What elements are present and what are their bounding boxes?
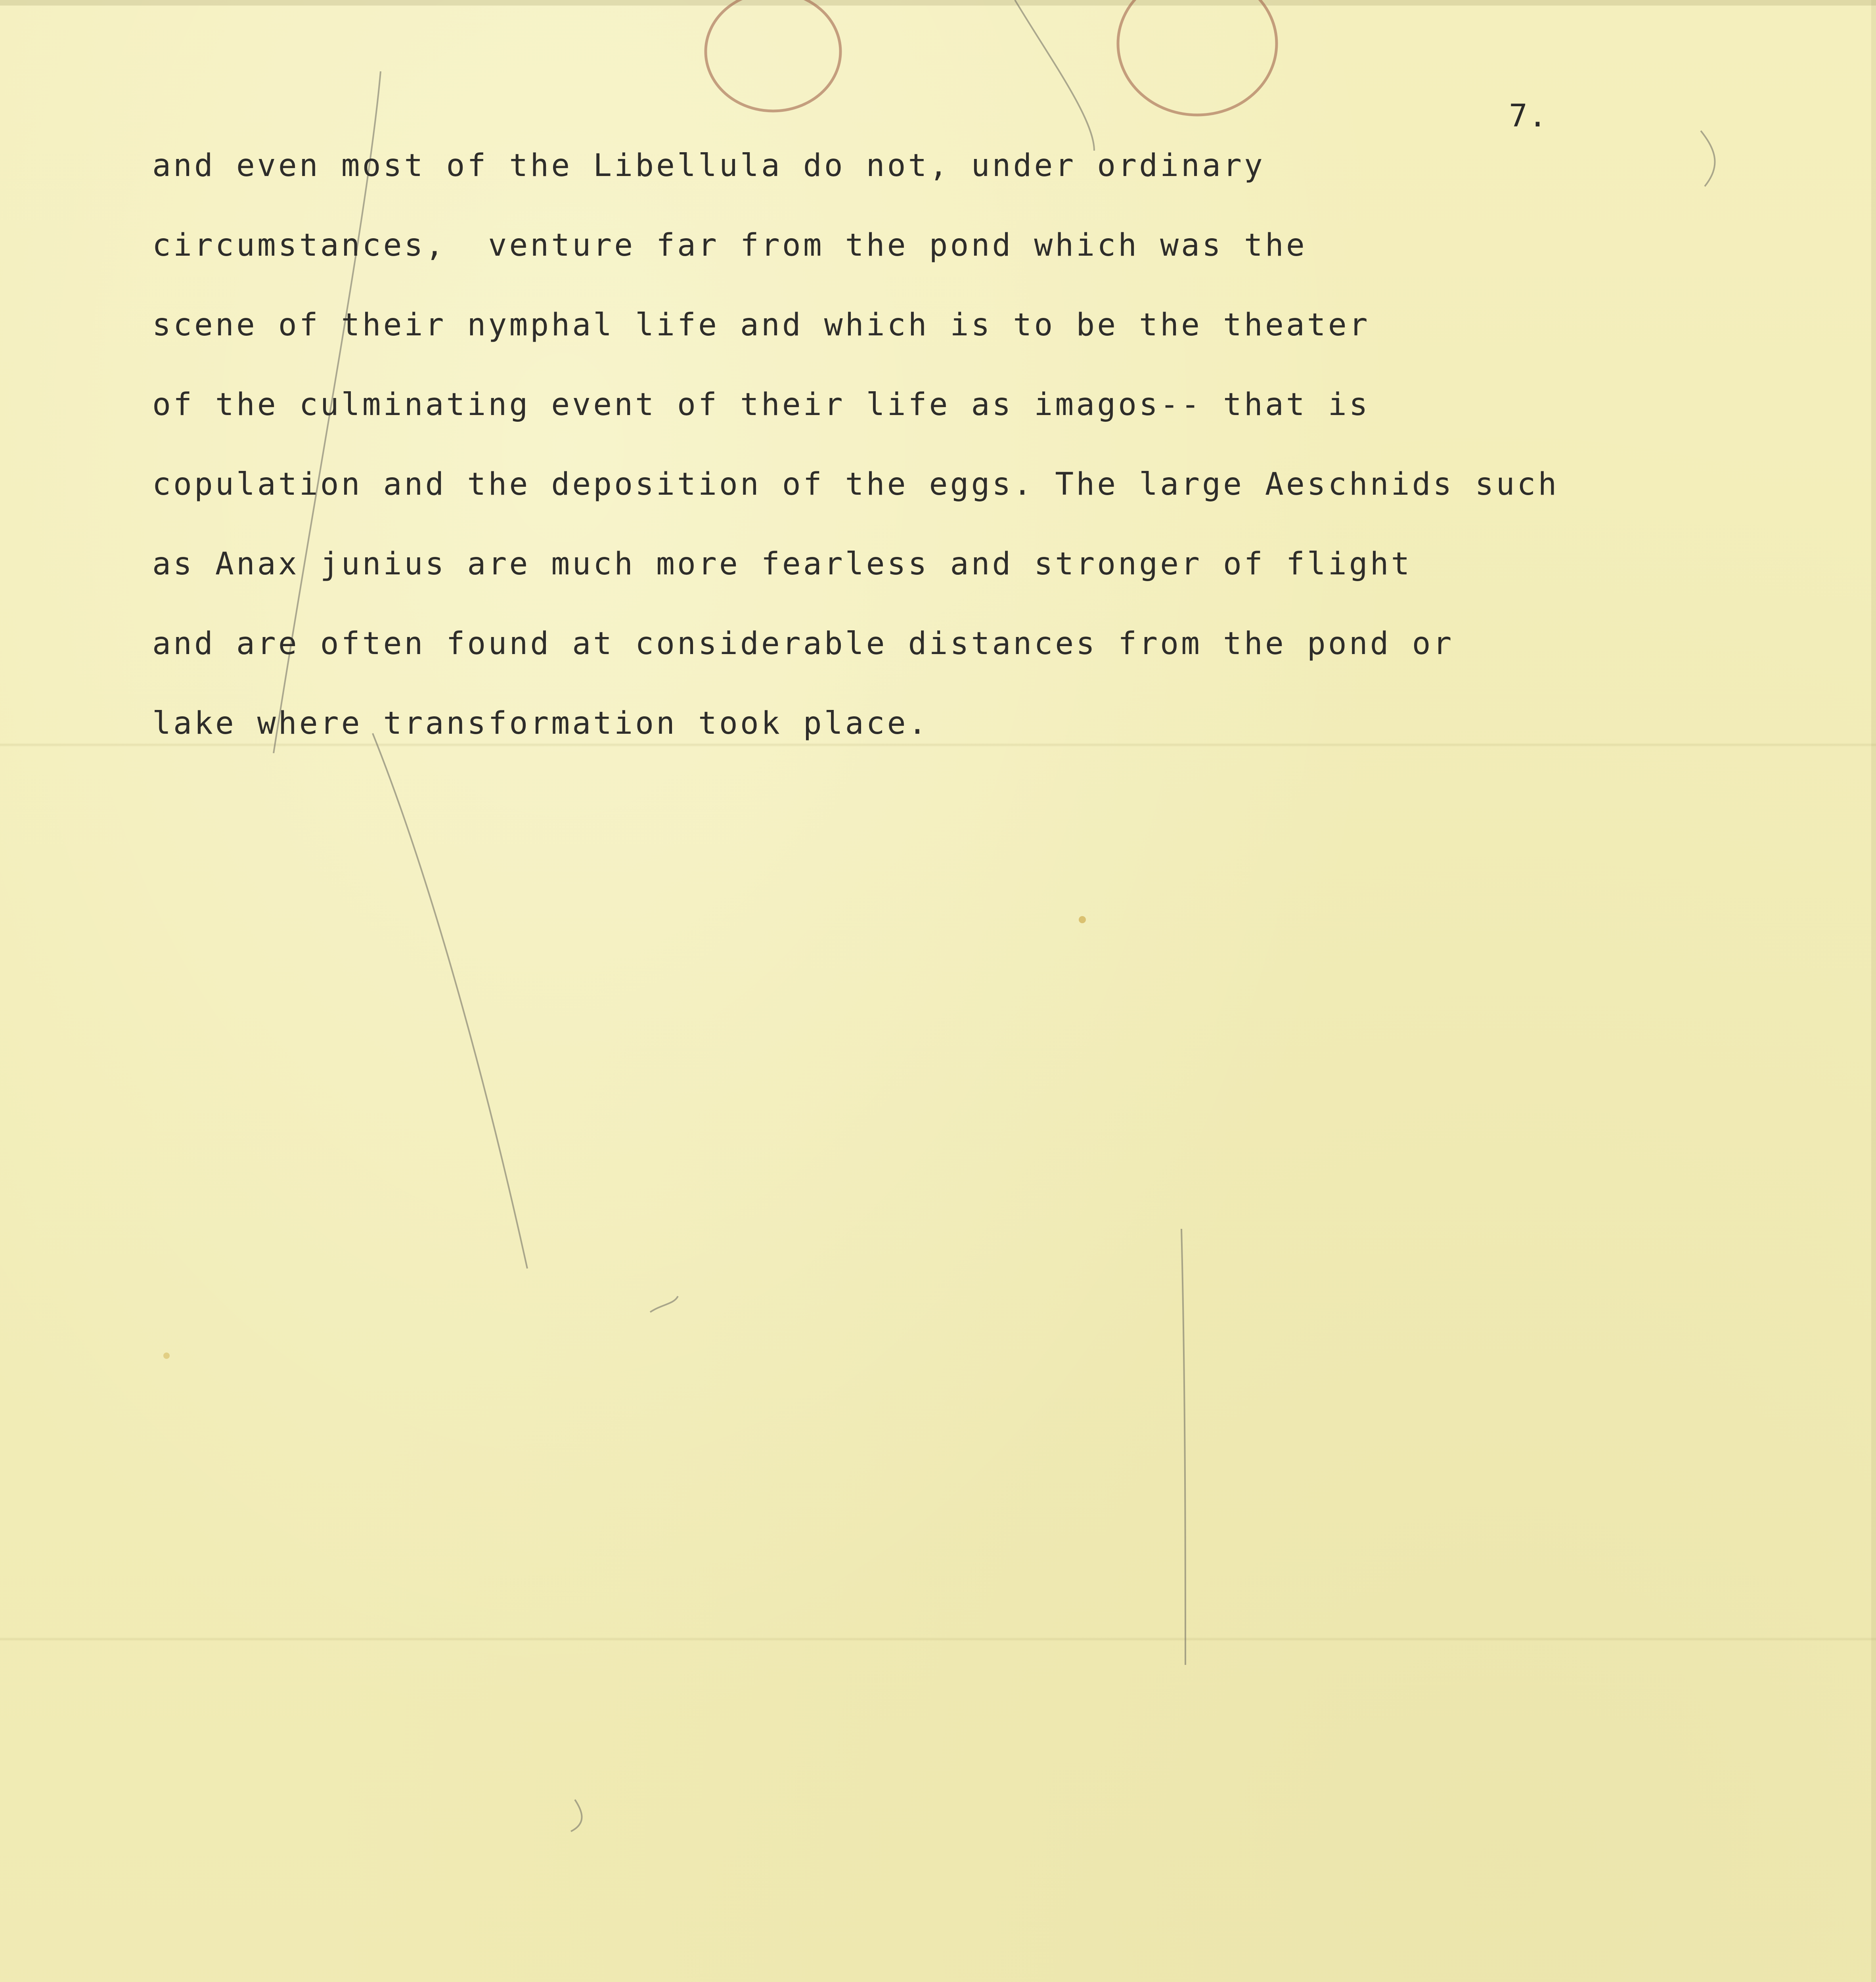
text-line: and even most of the Libellula do not, under ordinary	[152, 148, 1265, 184]
text-line: circumstances, venture far from the pond which was the	[152, 228, 1307, 263]
paper-top-edge	[0, 0, 1876, 6]
paper-fold-lower	[0, 1637, 1876, 1641]
page-number: 7.	[1509, 98, 1548, 134]
text-line: copulation and the deposition of the eggs. The large Aeschnids such	[152, 467, 1559, 502]
text-line: and are often found at considerable distances from the pond or	[152, 626, 1454, 662]
text-line: of the culminating event of their life as imagos-- that is	[152, 387, 1370, 423]
paper-right-edge	[1871, 0, 1876, 1982]
typed-paragraph	[152, 126, 1778, 763]
text-line: as Anax junius are much more fearless and stronger of flight	[152, 546, 1412, 582]
ink-dot	[163, 1353, 170, 1359]
rust-ring-marks	[706, 0, 1277, 115]
text-line: lake where transformation took place.	[152, 706, 929, 741]
text-line: scene of their nymphal life and which is to be the theater	[152, 307, 1370, 343]
ink-dot	[1079, 916, 1086, 923]
